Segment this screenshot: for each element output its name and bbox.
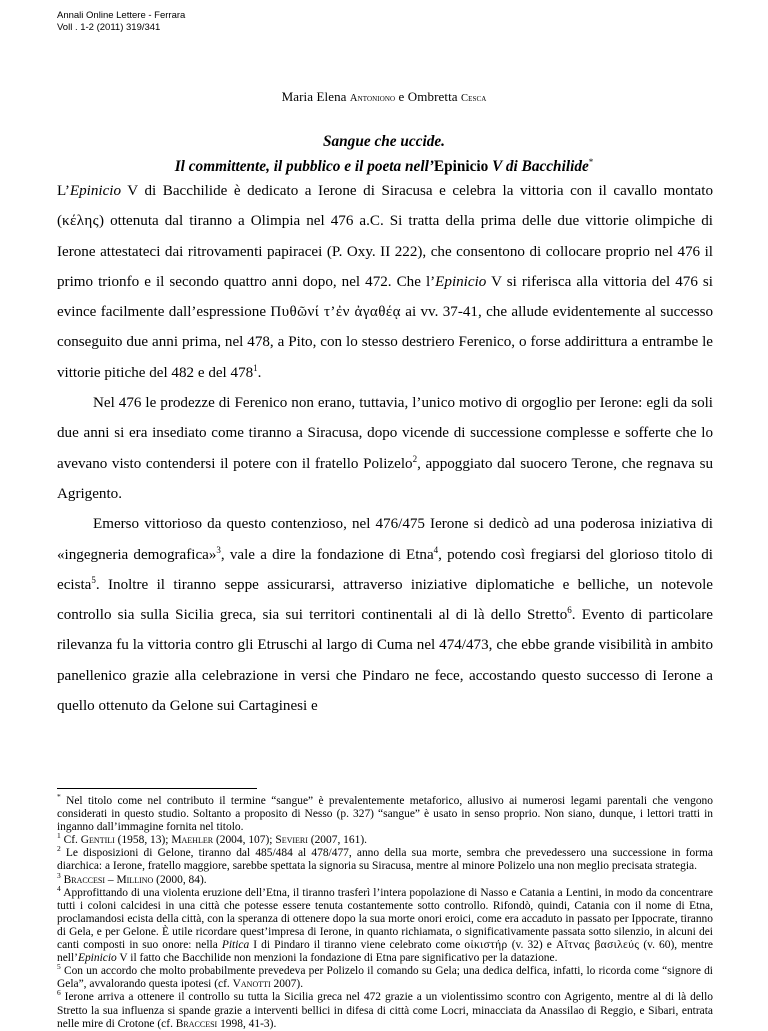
authors-line (0, 89, 768, 105)
author-2-last: Cesca (461, 93, 487, 104)
paragraph-2: Nel 476 le prodezze di Ferenico non erano, tuttavia, l’unico motivo di orgoglio per Ierone: egli da soli due anni si era insediato come tiranno a Siracusa, dopo vicende di successione complesse e sofferte che lo avevano visto contendersi il potere con il fratello Polizelo$^2$, appoggiato dal suocero Terone, che regnava su Agrigento. (57, 395, 713, 502)
footnote-ref-2[interactable]: 2 (412, 453, 418, 464)
footnote-2: $^2$ Le disposizioni di Gelone, tiranno dal 485/484 al 478/477, anno della sua morte, sembra che prevedessero una successione in forma diarchica: a Ierone, fratello maggiore, sarebbe spettata la signoria su Siracusa, mentre al minore Polizelo una non meglio precisata strategia. (57, 844, 713, 873)
author-1-first: Maria Elena (281, 89, 350, 104)
author-1-last: Antoniono (349, 93, 396, 104)
footnote-ref-3[interactable]: 3 (216, 544, 221, 555)
footnote-ref-6[interactable]: 6 (567, 605, 572, 616)
greek-quote: Πυθῶνί τ’ἐν ἀγαθέᾳ (270, 304, 401, 321)
journal-header (57, 10, 185, 34)
footnote-5: $^5$ Con un accordo che molto probabilmente prevedeva per Polizelo il comando su Gela; una dedica delfica, infatti, lo ricorda come “signore di Gela”, avvalorando questa ipotesi (cf. Vanotti 2007). (57, 962, 713, 991)
footnote-ref-1[interactable]: 1 (253, 362, 258, 373)
author-2-first: Ombretta (407, 89, 462, 104)
main-text (57, 176, 713, 721)
footnote-star: * Nel titolo come nel contributo il termine “sangue” è prevalentemente metaforico, allusivo ai numerosi legami parentali che vengono considerati in questo studio. Soltanto a proposito di Nesso (p. 327) “sangue” è usato in senso proprio. Non siano, dunque, i lettori tratti in inganno dall’immagine fornita nel titolo. (57, 792, 713, 834)
footnote-ref-4[interactable]: 4 (433, 544, 439, 555)
footnote-separator (57, 788, 257, 789)
footnote-6: $^6$ Ierone arriva a ottenere il controllo su tutta la Sicilia greca nel 472 grazie a un violentissimo scontro con Agrigento, mentre al di là dello Stretto la sua influenza si spande grazie a interventi bellici in difesa di città come Locri, minacciata da Anassilao di Reggio, e Sibari, entrata nelle mire di Crotone (cf. Braccesi 1998, 41-3). (57, 988, 713, 1030)
footnotes (57, 792, 713, 1031)
paragraph-3: Emerso vittorioso da questo contenzioso, nel 476/475 Ierone si dedicò ad una poderosa iniziativa di «ingegneria demografica»$^3$, vale a dire la fondazione di Etna$^4$, potendo così fregiarsi del glorioso titolo di ecista$^5$. Inoltre il tiranno seppe assicurarsi, attraverso iniziative diplomatiche e belliche, un notevole controllo sia sulla Sicilia greca, sia sui territori continentali al di là dello Stretto$^6$. Evento di particolare rilevanza fu la vittoria contro gli Etruschi al largo di Cuma nel 474/473, che ebbe grande visibilità in ambito panellenico grazie alla celebrazione in versi che Pindaro ne fece, accostando questo successo di Ierone a quello ottenuto da Gelone sui Cartaginesi e (57, 516, 713, 715)
journal-volume: Voll . 1-2 (2011) 319/341 (57, 22, 161, 33)
footnote-3: $^3$ Braccesi – Millino (2000, 84). (57, 870, 207, 886)
journal-name: Annali Online Lettere - Ferrara (57, 10, 186, 21)
footnote-ref-5[interactable]: 5 (91, 574, 96, 585)
greek-term: κέλης (62, 213, 100, 230)
title-line-2: Il committente, il pubblico e il poeta nell’Epinicio V di Bacchilide* (174, 157, 594, 176)
article-title (0, 132, 768, 177)
paragraph-1: L’Epinicio V di Bacchilide è dedicato a Ierone di Siracusa e celebra la vittoria con il cavallo montato (κέλης) ottenuta dal tiranno a Olimpia nel 476 a.C. Si tratta della prima delle due vittorie olimpiche di Ierone attestateci dai ritrovamenti papiracei (P. Oxy. II 222), che consentono di collocare proprio nel 476 il primo trionfo e il secondo quattro anni dopo, nel 472. Che l’Epinicio V si riferisca alla vittoria del 476 si evince facilmente dall’espressione Πυθῶνί τ’ἐν ἀγαθέᾳ ai vv. 37-41, che allude evidentemente al successo conseguito due anni prima, nel 478, a Pito, con lo stesso destriero Ferenico, o forse addirittura a entrambe le vittorie pitiche del 482 e del $478^1$. (57, 183, 714, 381)
authors-conjunction: e (395, 89, 408, 104)
footnote-1: $^1$ Cf. Gentili (1958, 13); Maehler (2004, 107); Sevieri (2007, 161). (57, 831, 368, 847)
footnote-4: $^4$ Approfittando di una violenta eruzione dell’Etna, il tiranno trasferì l’intera popolazione di Nasso e Catania a Lentini, in modo da concentrare tutti i coloni calcidesi in una città che potesse essere tenuta costantemente sotto controllo. Rifondò, quindi, Catania con il nome di Etna, proclamandosi ecista della città, con la speranza di ottenere dopo la sua morte onori eroici, come era accaduto in passato per Ippocrate, tiranno di Gela, e per Gelone. È utile ricordare quest’impresa di Ierone, in quanto richiamata, o significativamente passata sotto silenzio, in alcuni dei canti composti in suo onore: nella Pitica I di Pindaro il tiranno viene celebrato come οἰκιστήρ (v. 32) e Αἴτνας βασιλεύς (v. 60), mentre nell’Epinicio V il fatto che Bacchilide non menzioni la fondazione di Etna pare significativo per la datazione. (57, 883, 713, 965)
title-line-1: Sangue che uccide. (323, 133, 445, 150)
title-footnote-mark: * (588, 157, 594, 167)
